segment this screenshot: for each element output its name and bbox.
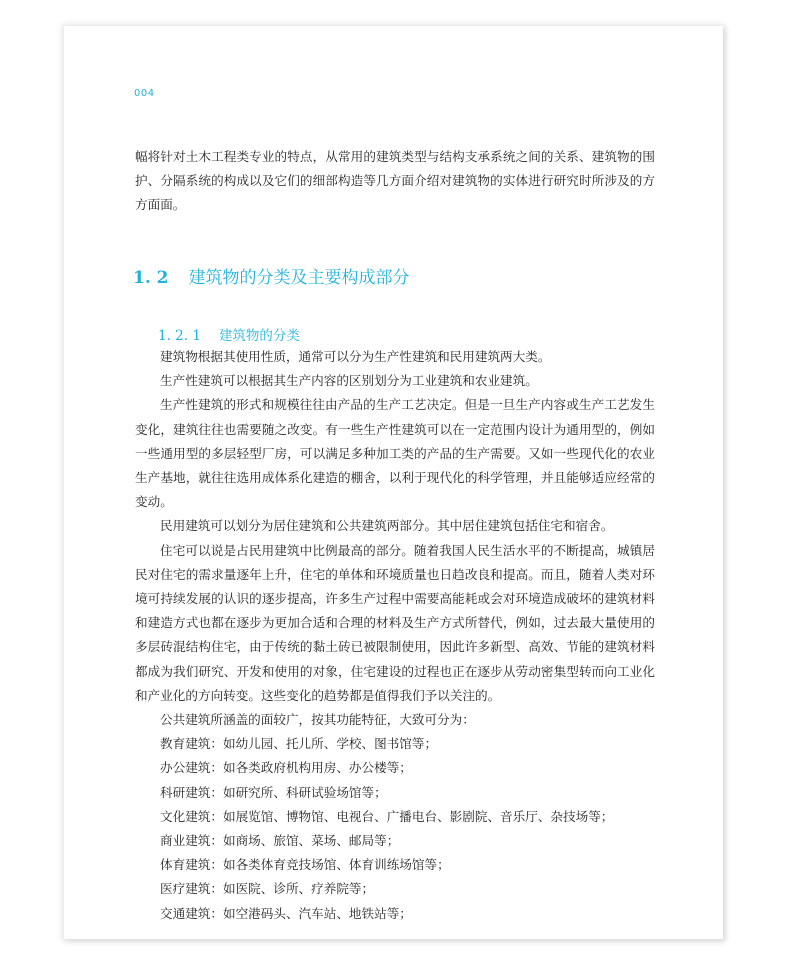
- paragraph: 住宅可以说是占民用建筑中比例最高的部分。随着我国人民生活水平的不断提高，城镇居民对住宅的需求量逐年上升，住宅的单体和环境质量也日趋改良和提高。而且，随着人类对环境可持续发展的认识的逐步提高，许多生产过程中需要高能耗或会对环境造成破坏的建筑材料和建造方式也都在逐步为更加合适和合理的材料及生产方式所替代，例如，过去最大量使用的多层砖混结构住宅，由于传统的黏土砖已被限制使用，因此许多新型、高效、节能的建筑材料都成为我们研究、开发和使用的对象，住宅建设的过程也正在逐步从劳动密集型转而向工业化和产业化的方向转变。这些变化的趋势都是值得我们予以关注的。: [135, 542, 655, 703]
- paragraph: 建筑物根据其使用性质，通常可以分为生产性建筑和民用建筑两大类。: [160, 349, 551, 364]
- paragraph: 公共建筑所涵盖的面较广，按其功能特征，大致可分为：: [160, 712, 475, 728]
- list-item: 体育建筑：如各类体育竞技场馆、体育训练场馆等；: [160, 857, 450, 873]
- paragraph: 民用建筑可以划分为居住建筑和公共建筑两部分。其中居住建筑包括住宅和宿舍。: [160, 518, 614, 534]
- list-item: 医疗建筑：如医院、诊所、疗养院等；: [160, 881, 375, 897]
- subsection-heading: [158, 324, 300, 344]
- list-item: 商业建筑：如商场、旅馆、菜场、邮局等；: [160, 833, 400, 849]
- list-item: 办公建筑：如各类政府机构用房、办公楼等；: [160, 760, 412, 776]
- section-number: 1. 2: [133, 268, 169, 288]
- section-title: 建筑物的分类及主要构成部分: [188, 268, 410, 288]
- paragraph: 生产性建筑可以根据其生产内容的区别划分为工业建筑和农业建筑。: [160, 373, 538, 389]
- list-item: 交通建筑：如空港码头、汽车站、地铁站等；: [160, 905, 412, 921]
- body-text: [135, 345, 655, 926]
- list-item: 文化建筑：如展览馆、博物馆、电视台、广播电台、影剧院、音乐厅、杂技场等；: [160, 808, 614, 824]
- page-number: 004: [134, 88, 155, 99]
- section-heading: [133, 263, 410, 288]
- subsection-number: 1. 2. 1: [158, 328, 201, 344]
- intro-paragraph: 幅将针对土木工程类专业的特点，从常用的建筑类型与结构支承系统之间的关系、建筑物的围护、分隔系统的构成以及它们的细部构造等几方面介绍对建筑物的实体进行研究时所涉及的方方面面。: [135, 149, 655, 213]
- list-item: 科研建筑：如研究所、科研试验场馆等；: [160, 784, 387, 800]
- intro-block: [135, 145, 655, 218]
- subsection-title: 建筑物的分类: [218, 328, 300, 344]
- list-item: 教育建筑：如幼儿园、托儿所、学校、图书馆等；: [160, 736, 438, 752]
- paragraph: 生产性建筑的形式和规模往往由产品的生产工艺决定。但是一旦生产内容或生产工艺发生变化，建筑往往也需要随之改变。有一些生产性建筑可以在一定范围内设计为通用型的，例如一些通用型的多层轻型厂房，可以满足多种加工类的产品的生产需要。又如一些现代化的农业生产基地，就往往选用成体系化建造的棚舍，以利于现代化的科学管理，并且能够适应经常的变动。: [135, 397, 655, 510]
